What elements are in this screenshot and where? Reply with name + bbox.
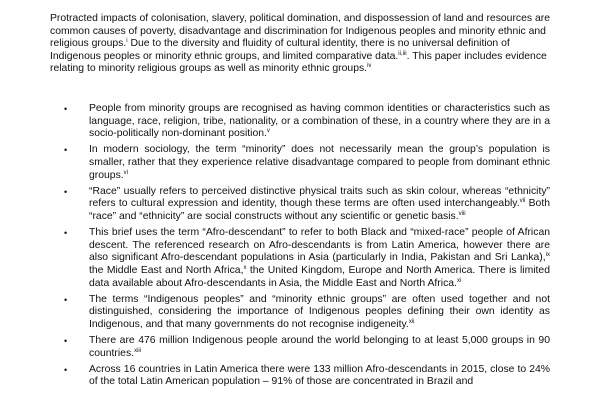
bullet-icon: • [64,336,68,347]
bullet-icon: • [64,294,68,305]
footnote-ref: xiii [134,347,142,354]
bullet-text: Both “race” and “ethnicity” are social constructs without any scientific or genetic basis. [89,198,550,222]
bullet-icon: • [64,145,68,156]
bullet-text: the Middle East and North Africa, [89,264,244,276]
intro-paragraph [50,13,550,76]
bullet-text: In modern sociology, the term “minority” does not necessarily mean the group’s population is smaller, rather that they experience relative disadvantage compared to people from dominant ethnic groups. [89,144,550,181]
footnote-ref: ii, [398,50,403,57]
intro-text-part2: Due to the diversity and fluidity of cultural identity, there is no universal definition of Indigenous peoples or minority ethnic groups, and limited comparative data. [50,38,510,62]
list-item [50,294,550,332]
list-item [50,103,550,141]
footnote-ref: vi [123,169,129,176]
list-item [50,364,550,389]
intro-text-part3: . This paper includes evidence relating to minority religious groups as well as minority ethnic groups. [50,50,547,75]
footnote-ref: ix [545,252,550,259]
bullet-text: There are 476 million Indigenous people around the world belonging to at least 5,000 groups in 90 countries. [89,335,550,359]
bullet-icon: • [64,364,68,375]
footnote-ref: xii [408,318,415,325]
bullet-text: This brief uses the term “Afro-descendant” to refer to both Black and “mixed-race” people of African descent. The referenced research on Afro-descendants is from Latin America, however there are also significant Afro-descendant populations in Asia (particularly in India, Pakistan and Sri Lanka), [89,227,550,264]
list-item [50,186,550,224]
list-item [50,227,550,290]
bullet-icon: • [64,228,68,239]
bullet-text: “Race” usually refers to perceived distinctive physical traits such as skin colour, whereas “ethnicity” refers to cultural expression and identity, though these terms are often used interchangeably. [89,185,550,210]
footnote-ref: v [266,128,270,135]
footnote-ref: xi [456,277,462,284]
footnote-ref: viii [458,210,466,217]
bullet-icon: • [64,186,68,197]
footnote-ref: i [126,38,128,45]
list-item [50,144,550,182]
footnote-ref: x [243,264,247,271]
bullet-text: The terms “Indigenous peoples” and “minority ethnic groups” are often used together and not distinguished, considering the importance of Indigenous peoples defining their own identity as Indigenous, and that many governments do not recognise indigeneity. [89,293,550,330]
bullet-text: the United Kingdom, Europe and North America. There is limited data available about Afro-descendants in Asia, the Middle East and North Africa. [89,264,550,289]
footnote-ref: iii [402,50,407,57]
bullet-icon: • [64,104,68,114]
bullet-text: Across 16 countries in Latin America there were 133 million Afro-descendants in 2015, close to 24% of the total Latin American population – 91% of those are concentrated in Brazil and [89,363,550,388]
intro-text-part1: Protracted impacts of colonisation, slavery, political domination, and dispossession of land and resources are common causes of poverty, disadvantage and discrimination for Indigenous peoples and minority ethnic and religious groups. [50,13,550,50]
footnote-ref: iv [367,63,372,70]
definitions-bullet-list [50,103,550,393]
bullet-text: People from minority groups are recognised as having common identities or characteristics such as language, race, religion, tribe, nationality, or a combination of these, in a country where they are in a socio-politically non-dominant position. [89,103,550,140]
list-item [50,335,550,360]
footnote-ref: vii [519,198,526,205]
